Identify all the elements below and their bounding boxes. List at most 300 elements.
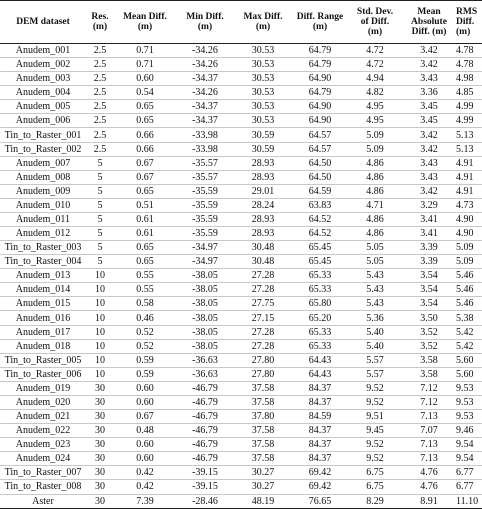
cell-std-dev: 5.43 bbox=[348, 269, 402, 283]
column-header-line: (m) bbox=[456, 27, 471, 37]
cell-diff-range: 65.45 bbox=[292, 241, 348, 255]
cell-rms-diff: 9.54 bbox=[456, 452, 482, 466]
cell-resolution: 2.5 bbox=[86, 44, 114, 58]
cell-min-diff: -46.79 bbox=[176, 424, 234, 438]
column-header-line: Mean bbox=[417, 7, 441, 17]
column-header-line: Absolute bbox=[411, 17, 447, 27]
cell-mean-abs-diff: 7.13 bbox=[402, 438, 456, 452]
cell-resolution: 30 bbox=[86, 381, 114, 395]
cell-min-diff: -38.05 bbox=[176, 325, 234, 339]
cell-resolution: 10 bbox=[86, 367, 114, 381]
cell-std-dev: 4.86 bbox=[348, 170, 402, 184]
cell-std-dev: 4.86 bbox=[348, 227, 402, 241]
cell-diff-range: 64.52 bbox=[292, 212, 348, 226]
cell-mean-abs-diff: 4.76 bbox=[402, 466, 456, 480]
cell-diff-range: 63.83 bbox=[292, 198, 348, 212]
cell-resolution: 10 bbox=[86, 297, 114, 311]
cell-mean-diff: 0.60 bbox=[114, 381, 176, 395]
cell-min-diff: -39.15 bbox=[176, 466, 234, 480]
cell-max-diff: 29.01 bbox=[234, 184, 292, 198]
cell-mean-diff: 0.52 bbox=[114, 325, 176, 339]
cell-mean-diff: 0.66 bbox=[114, 142, 176, 156]
cell-diff-range: 64.57 bbox=[292, 142, 348, 156]
cell-diff-range: 84.59 bbox=[292, 410, 348, 424]
column-header-line: Mean Diff. bbox=[123, 12, 167, 22]
cell-resolution: 10 bbox=[86, 269, 114, 283]
cell-min-diff: -46.79 bbox=[176, 381, 234, 395]
table-row bbox=[0, 424, 482, 438]
cell-diff-range: 65.33 bbox=[292, 325, 348, 339]
cell-dataset-name: Anudem_015 bbox=[0, 297, 86, 311]
cell-rms-diff: 9.53 bbox=[456, 381, 482, 395]
cell-diff-range: 65.45 bbox=[292, 255, 348, 269]
cell-min-diff: -35.59 bbox=[176, 227, 234, 241]
table-row bbox=[0, 395, 482, 409]
cell-resolution: 2.5 bbox=[86, 86, 114, 100]
cell-mean-diff: 0.48 bbox=[114, 424, 176, 438]
cell-dataset-name: Anudem_003 bbox=[0, 72, 86, 86]
cell-dataset-name: Anudem_009 bbox=[0, 184, 86, 198]
cell-resolution: 10 bbox=[86, 325, 114, 339]
cell-mean-abs-diff: 3.42 bbox=[402, 142, 456, 156]
cell-max-diff: 37.58 bbox=[234, 424, 292, 438]
cell-std-dev: 4.72 bbox=[348, 44, 402, 58]
cell-mean-diff: 0.60 bbox=[114, 395, 176, 409]
table-row bbox=[0, 466, 482, 480]
cell-max-diff: 37.58 bbox=[234, 438, 292, 452]
cell-resolution: 2.5 bbox=[86, 142, 114, 156]
cell-diff-range: 69.42 bbox=[292, 466, 348, 480]
table-row bbox=[0, 367, 482, 381]
cell-dataset-name: Anudem_024 bbox=[0, 452, 86, 466]
table-row bbox=[0, 44, 482, 58]
cell-mean-diff: 0.65 bbox=[114, 114, 176, 128]
table-row bbox=[0, 269, 482, 283]
cell-max-diff: 28.93 bbox=[234, 156, 292, 170]
cell-mean-abs-diff: 3.52 bbox=[402, 325, 456, 339]
cell-mean-abs-diff: 3.42 bbox=[402, 58, 456, 72]
cell-resolution: 10 bbox=[86, 339, 114, 353]
cell-rms-diff: 4.90 bbox=[456, 212, 482, 226]
cell-std-dev: 6.75 bbox=[348, 480, 402, 494]
cell-dataset-name: Anudem_005 bbox=[0, 100, 86, 114]
cell-mean-abs-diff: 3.43 bbox=[402, 170, 456, 184]
cell-max-diff: 27.80 bbox=[234, 367, 292, 381]
cell-std-dev: 4.86 bbox=[348, 212, 402, 226]
cell-rms-diff: 4.98 bbox=[456, 72, 482, 86]
cell-rms-diff: 5.42 bbox=[456, 325, 482, 339]
cell-rms-diff: 4.73 bbox=[456, 198, 482, 212]
cell-max-diff: 27.28 bbox=[234, 339, 292, 353]
cell-mean-diff: 0.60 bbox=[114, 452, 176, 466]
cell-dataset-name: Anudem_001 bbox=[0, 44, 86, 58]
cell-rms-diff: 5.09 bbox=[456, 255, 482, 269]
cell-max-diff: 37.58 bbox=[234, 381, 292, 395]
cell-min-diff: -38.05 bbox=[176, 311, 234, 325]
table-row bbox=[0, 452, 482, 466]
column-header-line: RMS bbox=[456, 7, 478, 17]
cell-min-diff: -35.59 bbox=[176, 212, 234, 226]
cell-mean-diff: 0.59 bbox=[114, 353, 176, 367]
cell-min-diff: -38.05 bbox=[176, 269, 234, 283]
cell-resolution: 5 bbox=[86, 198, 114, 212]
cell-dataset-name: Anudem_022 bbox=[0, 424, 86, 438]
column-header-std-dev bbox=[348, 1, 402, 44]
cell-mean-abs-diff: 3.42 bbox=[402, 44, 456, 58]
column-header-dataset-name bbox=[0, 1, 86, 44]
cell-mean-abs-diff: 3.41 bbox=[402, 212, 456, 226]
cell-mean-abs-diff: 7.13 bbox=[402, 452, 456, 466]
table-row bbox=[0, 114, 482, 128]
table-row bbox=[0, 381, 482, 395]
cell-max-diff: 27.75 bbox=[234, 297, 292, 311]
column-header-line: (m) bbox=[312, 22, 328, 32]
header-row bbox=[0, 1, 482, 44]
column-header-line: Std. Dev. bbox=[356, 7, 394, 17]
cell-min-diff: -35.57 bbox=[176, 170, 234, 184]
cell-max-diff: 30.53 bbox=[234, 114, 292, 128]
cell-diff-range: 65.33 bbox=[292, 283, 348, 297]
cell-std-dev: 9.51 bbox=[348, 410, 402, 424]
cell-max-diff: 30.59 bbox=[234, 128, 292, 142]
cell-mean-abs-diff: 3.45 bbox=[402, 114, 456, 128]
table-row bbox=[0, 297, 482, 311]
cell-std-dev: 5.40 bbox=[348, 339, 402, 353]
cell-min-diff: -38.05 bbox=[176, 339, 234, 353]
cell-dataset-name: Anudem_013 bbox=[0, 269, 86, 283]
cell-mean-diff: 0.55 bbox=[114, 269, 176, 283]
cell-mean-abs-diff: 7.07 bbox=[402, 424, 456, 438]
cell-rms-diff: 5.09 bbox=[456, 241, 482, 255]
cell-std-dev: 4.72 bbox=[348, 58, 402, 72]
cell-max-diff: 27.28 bbox=[234, 325, 292, 339]
table-row bbox=[0, 339, 482, 353]
cell-diff-range: 64.43 bbox=[292, 367, 348, 381]
cell-diff-range: 64.90 bbox=[292, 114, 348, 128]
column-header-resolution bbox=[86, 1, 114, 44]
cell-rms-diff: 9.54 bbox=[456, 438, 482, 452]
cell-min-diff: -35.57 bbox=[176, 156, 234, 170]
column-header-line: (m) bbox=[92, 22, 108, 32]
cell-max-diff: 28.93 bbox=[234, 170, 292, 184]
cell-resolution: 2.5 bbox=[86, 100, 114, 114]
cell-resolution: 5 bbox=[86, 156, 114, 170]
cell-mean-diff: 0.65 bbox=[114, 241, 176, 255]
cell-mean-abs-diff: 3.39 bbox=[402, 241, 456, 255]
table-row bbox=[0, 325, 482, 339]
cell-mean-abs-diff: 3.43 bbox=[402, 156, 456, 170]
cell-min-diff: -34.97 bbox=[176, 255, 234, 269]
cell-mean-abs-diff: 3.50 bbox=[402, 311, 456, 325]
cell-dataset-name: Anudem_018 bbox=[0, 339, 86, 353]
cell-std-dev: 9.45 bbox=[348, 424, 402, 438]
cell-std-dev: 5.36 bbox=[348, 311, 402, 325]
cell-max-diff: 37.80 bbox=[234, 410, 292, 424]
cell-dataset-name: Tin_to_Raster_007 bbox=[0, 466, 86, 480]
column-header-line: Diff. (m) bbox=[411, 27, 447, 37]
cell-min-diff: -34.97 bbox=[176, 241, 234, 255]
cell-resolution: 30 bbox=[86, 466, 114, 480]
cell-dataset-name: Anudem_008 bbox=[0, 170, 86, 184]
table-row bbox=[0, 311, 482, 325]
cell-std-dev: 9.52 bbox=[348, 395, 402, 409]
cell-std-dev: 9.52 bbox=[348, 381, 402, 395]
cell-std-dev: 4.71 bbox=[348, 198, 402, 212]
cell-diff-range: 64.90 bbox=[292, 72, 348, 86]
cell-mean-diff: 0.65 bbox=[114, 100, 176, 114]
cell-min-diff: -34.37 bbox=[176, 100, 234, 114]
cell-resolution: 2.5 bbox=[86, 128, 114, 142]
cell-std-dev: 6.75 bbox=[348, 466, 402, 480]
cell-rms-diff: 4.91 bbox=[456, 156, 482, 170]
cell-std-dev: 4.95 bbox=[348, 114, 402, 128]
cell-mean-diff: 0.51 bbox=[114, 198, 176, 212]
cell-dataset-name: Anudem_002 bbox=[0, 58, 86, 72]
cell-max-diff: 27.28 bbox=[234, 269, 292, 283]
cell-mean-abs-diff: 7.13 bbox=[402, 410, 456, 424]
cell-rms-diff: 5.13 bbox=[456, 128, 482, 142]
cell-rms-diff: 4.78 bbox=[456, 58, 482, 72]
cell-max-diff: 28.24 bbox=[234, 198, 292, 212]
cell-diff-range: 64.90 bbox=[292, 100, 348, 114]
cell-dataset-name: Anudem_012 bbox=[0, 227, 86, 241]
cell-min-diff: -46.79 bbox=[176, 438, 234, 452]
cell-resolution: 30 bbox=[86, 438, 114, 452]
cell-mean-abs-diff: 3.42 bbox=[402, 128, 456, 142]
cell-max-diff: 37.58 bbox=[234, 395, 292, 409]
cell-rms-diff: 9.53 bbox=[456, 410, 482, 424]
cell-resolution: 2.5 bbox=[86, 114, 114, 128]
cell-diff-range: 76.65 bbox=[292, 494, 348, 508]
cell-max-diff: 30.53 bbox=[234, 100, 292, 114]
table-row bbox=[0, 227, 482, 241]
cell-std-dev: 5.40 bbox=[348, 325, 402, 339]
cell-std-dev: 4.86 bbox=[348, 156, 402, 170]
cell-diff-range: 65.33 bbox=[292, 269, 348, 283]
cell-max-diff: 27.15 bbox=[234, 311, 292, 325]
cell-resolution: 30 bbox=[86, 410, 114, 424]
cell-mean-diff: 0.46 bbox=[114, 311, 176, 325]
cell-rms-diff: 4.91 bbox=[456, 170, 482, 184]
cell-rms-diff: 4.90 bbox=[456, 227, 482, 241]
cell-mean-abs-diff: 3.54 bbox=[402, 283, 456, 297]
table-row bbox=[0, 255, 482, 269]
cell-mean-abs-diff: 3.42 bbox=[402, 184, 456, 198]
cell-rms-diff: 5.46 bbox=[456, 269, 482, 283]
cell-dataset-name: Tin_to_Raster_008 bbox=[0, 480, 86, 494]
cell-dataset-name: Anudem_004 bbox=[0, 86, 86, 100]
cell-std-dev: 5.09 bbox=[348, 142, 402, 156]
cell-std-dev: 5.09 bbox=[348, 128, 402, 142]
cell-rms-diff: 6.77 bbox=[456, 466, 482, 480]
cell-mean-diff: 0.67 bbox=[114, 170, 176, 184]
cell-rms-diff: 5.60 bbox=[456, 367, 482, 381]
cell-min-diff: -46.79 bbox=[176, 410, 234, 424]
cell-diff-range: 64.79 bbox=[292, 44, 348, 58]
cell-max-diff: 30.27 bbox=[234, 466, 292, 480]
cell-mean-diff: 0.65 bbox=[114, 184, 176, 198]
cell-max-diff: 30.48 bbox=[234, 255, 292, 269]
cell-resolution: 5 bbox=[86, 241, 114, 255]
cell-mean-diff: 0.60 bbox=[114, 438, 176, 452]
cell-std-dev: 8.29 bbox=[348, 494, 402, 508]
cell-resolution: 5 bbox=[86, 255, 114, 269]
column-header-diff-range bbox=[292, 1, 348, 44]
column-header-line: (m) bbox=[137, 22, 153, 32]
cell-min-diff: -46.79 bbox=[176, 395, 234, 409]
cell-diff-range: 84.37 bbox=[292, 381, 348, 395]
column-header-line: (m) bbox=[197, 22, 213, 32]
table-row bbox=[0, 86, 482, 100]
cell-dataset-name: Anudem_023 bbox=[0, 438, 86, 452]
cell-dataset-name: Anudem_021 bbox=[0, 410, 86, 424]
table-row bbox=[0, 184, 482, 198]
cell-diff-range: 65.20 bbox=[292, 311, 348, 325]
cell-dataset-name: Aster bbox=[0, 494, 86, 508]
cell-std-dev: 5.43 bbox=[348, 283, 402, 297]
cell-resolution: 10 bbox=[86, 283, 114, 297]
cell-rms-diff: 4.85 bbox=[456, 86, 482, 100]
cell-rms-diff: 5.60 bbox=[456, 353, 482, 367]
cell-diff-range: 84.37 bbox=[292, 452, 348, 466]
cell-diff-range: 64.52 bbox=[292, 227, 348, 241]
cell-min-diff: -46.79 bbox=[176, 452, 234, 466]
cell-min-diff: -34.26 bbox=[176, 44, 234, 58]
cell-std-dev: 5.43 bbox=[348, 297, 402, 311]
cell-max-diff: 48.19 bbox=[234, 494, 292, 508]
cell-max-diff: 37.58 bbox=[234, 452, 292, 466]
cell-mean-abs-diff: 3.36 bbox=[402, 86, 456, 100]
cell-mean-diff: 0.52 bbox=[114, 339, 176, 353]
cell-max-diff: 27.80 bbox=[234, 353, 292, 367]
column-header-mean-abs-diff bbox=[402, 1, 456, 44]
table-row bbox=[0, 100, 482, 114]
cell-std-dev: 4.94 bbox=[348, 72, 402, 86]
cell-mean-diff: 0.61 bbox=[114, 227, 176, 241]
cell-mean-diff: 7.39 bbox=[114, 494, 176, 508]
cell-std-dev: 9.52 bbox=[348, 438, 402, 452]
cell-mean-diff: 0.67 bbox=[114, 156, 176, 170]
column-header-line: (m) bbox=[255, 22, 271, 32]
cell-resolution: 5 bbox=[86, 212, 114, 226]
table-row bbox=[0, 212, 482, 226]
cell-dataset-name: Anudem_011 bbox=[0, 212, 86, 226]
table-body bbox=[0, 44, 482, 509]
cell-min-diff: -38.05 bbox=[176, 283, 234, 297]
cell-min-diff: -35.59 bbox=[176, 184, 234, 198]
cell-resolution: 5 bbox=[86, 184, 114, 198]
cell-rms-diff: 5.42 bbox=[456, 339, 482, 353]
cell-rms-diff: 5.46 bbox=[456, 297, 482, 311]
cell-std-dev: 5.57 bbox=[348, 367, 402, 381]
column-header-line: Diff. bbox=[456, 17, 475, 27]
cell-dataset-name: Anudem_007 bbox=[0, 156, 86, 170]
cell-resolution: 30 bbox=[86, 395, 114, 409]
cell-mean-abs-diff: 7.12 bbox=[402, 395, 456, 409]
cell-std-dev: 4.95 bbox=[348, 100, 402, 114]
cell-diff-range: 64.79 bbox=[292, 58, 348, 72]
cell-diff-range: 84.37 bbox=[292, 438, 348, 452]
cell-mean-diff: 0.66 bbox=[114, 128, 176, 142]
cell-max-diff: 27.28 bbox=[234, 283, 292, 297]
cell-max-diff: 30.59 bbox=[234, 142, 292, 156]
cell-diff-range: 64.50 bbox=[292, 170, 348, 184]
cell-resolution: 10 bbox=[86, 353, 114, 367]
cell-diff-range: 84.37 bbox=[292, 424, 348, 438]
cell-mean-diff: 0.55 bbox=[114, 283, 176, 297]
cell-dataset-name: Anudem_017 bbox=[0, 325, 86, 339]
column-header-line: Max Diff. bbox=[243, 12, 283, 22]
cell-dataset-name: Tin_to_Raster_004 bbox=[0, 255, 86, 269]
cell-min-diff: -39.15 bbox=[176, 480, 234, 494]
cell-mean-abs-diff: 7.12 bbox=[402, 381, 456, 395]
cell-mean-abs-diff: 3.52 bbox=[402, 339, 456, 353]
cell-dataset-name: Anudem_020 bbox=[0, 395, 86, 409]
cell-std-dev: 5.57 bbox=[348, 353, 402, 367]
cell-mean-abs-diff: 3.58 bbox=[402, 367, 456, 381]
cell-diff-range: 65.33 bbox=[292, 339, 348, 353]
cell-std-dev: 4.82 bbox=[348, 86, 402, 100]
cell-mean-abs-diff: 3.29 bbox=[402, 198, 456, 212]
table-row bbox=[0, 72, 482, 86]
cell-min-diff: -38.05 bbox=[176, 297, 234, 311]
cell-resolution: 30 bbox=[86, 452, 114, 466]
cell-max-diff: 30.53 bbox=[234, 86, 292, 100]
cell-mean-abs-diff: 3.43 bbox=[402, 72, 456, 86]
cell-std-dev: 5.05 bbox=[348, 241, 402, 255]
table-row bbox=[0, 241, 482, 255]
column-header-line: of Diff. bbox=[360, 17, 390, 27]
cell-rms-diff: 4.91 bbox=[456, 184, 482, 198]
cell-rms-diff: 5.38 bbox=[456, 311, 482, 325]
cell-std-dev: 4.86 bbox=[348, 184, 402, 198]
cell-mean-abs-diff: 3.54 bbox=[402, 269, 456, 283]
cell-diff-range: 64.43 bbox=[292, 353, 348, 367]
cell-rms-diff: 11.10 bbox=[456, 494, 482, 508]
cell-std-dev: 9.52 bbox=[348, 452, 402, 466]
cell-resolution: 30 bbox=[86, 480, 114, 494]
column-header-line: Min Diff. bbox=[186, 12, 224, 22]
cell-dataset-name: Tin_to_Raster_006 bbox=[0, 367, 86, 381]
cell-rms-diff: 9.46 bbox=[456, 424, 482, 438]
table-row bbox=[0, 353, 482, 367]
table-row bbox=[0, 198, 482, 212]
cell-rms-diff: 9.53 bbox=[456, 395, 482, 409]
cell-max-diff: 30.27 bbox=[234, 480, 292, 494]
cell-mean-abs-diff: 4.76 bbox=[402, 480, 456, 494]
cell-resolution: 30 bbox=[86, 494, 114, 508]
column-header-line: DEM dataset bbox=[16, 17, 70, 27]
cell-mean-diff: 0.71 bbox=[114, 58, 176, 72]
cell-rms-diff: 4.99 bbox=[456, 100, 482, 114]
cell-mean-diff: 0.58 bbox=[114, 297, 176, 311]
cell-diff-range: 84.37 bbox=[292, 395, 348, 409]
cell-mean-diff: 0.59 bbox=[114, 367, 176, 381]
cell-resolution: 2.5 bbox=[86, 58, 114, 72]
cell-max-diff: 28.93 bbox=[234, 212, 292, 226]
cell-resolution: 5 bbox=[86, 227, 114, 241]
cell-resolution: 30 bbox=[86, 424, 114, 438]
cell-min-diff: -33.98 bbox=[176, 142, 234, 156]
cell-diff-range: 64.79 bbox=[292, 86, 348, 100]
table-row bbox=[0, 494, 482, 508]
cell-rms-diff: 5.46 bbox=[456, 283, 482, 297]
cell-mean-diff: 0.42 bbox=[114, 466, 176, 480]
table-row bbox=[0, 283, 482, 297]
cell-min-diff: -36.63 bbox=[176, 367, 234, 381]
column-header-rms-diff bbox=[456, 1, 482, 44]
table-row bbox=[0, 58, 482, 72]
